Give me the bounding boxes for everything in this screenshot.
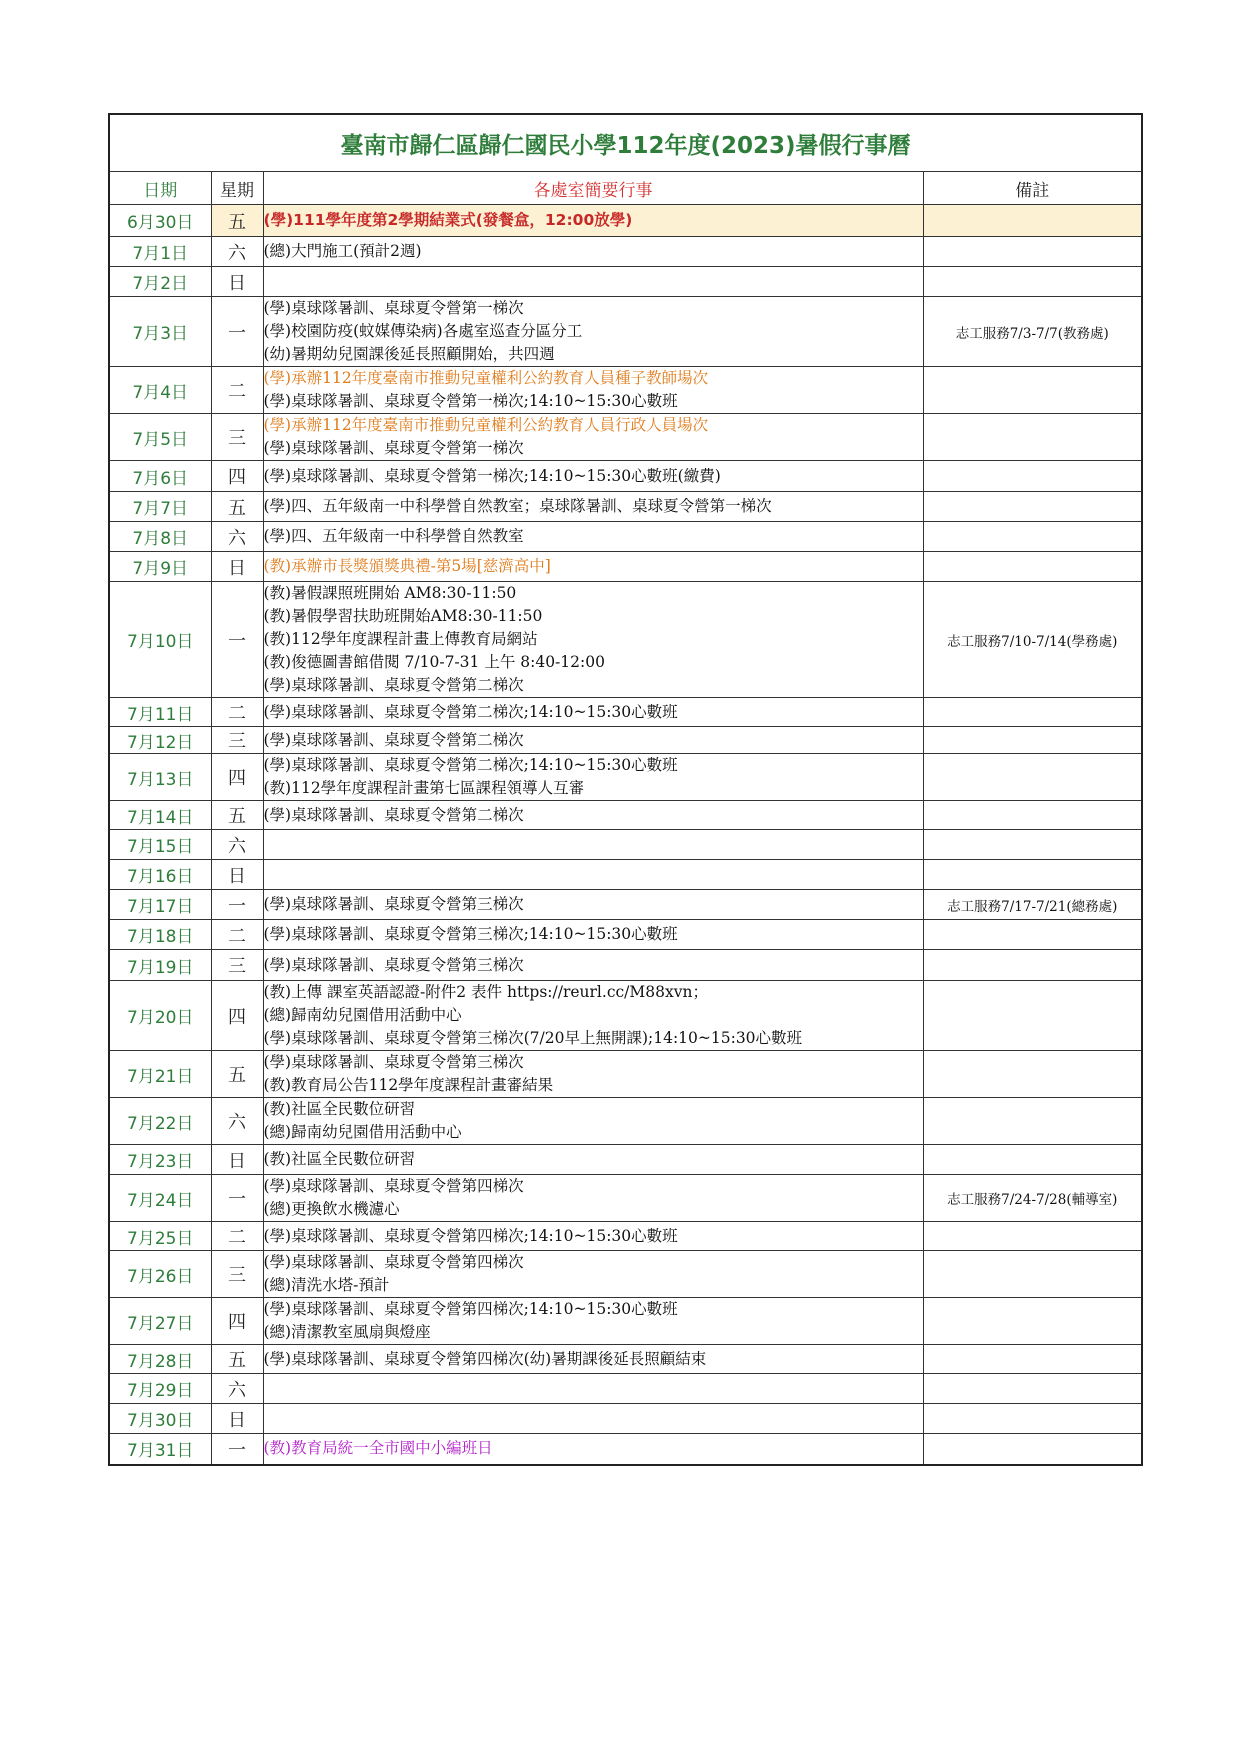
note-cell xyxy=(923,205,1142,237)
table-row xyxy=(109,461,1142,492)
event-line: (教)暑假課照班開始 AM8:30-11:50 xyxy=(263,584,517,602)
date-cell: 7月28日 xyxy=(109,1345,211,1374)
date-cell: 7月24日 xyxy=(109,1175,211,1222)
event-line: (教)112學年度課程計畫上傳教育局網站 xyxy=(263,630,538,648)
weekday-cell: 三 xyxy=(211,950,263,981)
note-cell xyxy=(923,981,1142,1051)
event-line: (學)桌球隊暑訓、桌球夏令營第一梯次;14:10~15:30心數班 xyxy=(263,392,678,410)
date-cell: 7月17日 xyxy=(109,890,211,920)
header-note: 備註 xyxy=(923,172,1142,205)
page-title: 臺南市歸仁區歸仁國民小學112年度(2023)暑假行事曆 xyxy=(109,114,1142,172)
table-row xyxy=(109,1098,1142,1145)
weekday-cell: 二 xyxy=(211,698,263,727)
date-cell: 7月11日 xyxy=(109,698,211,727)
events-cell xyxy=(263,414,923,461)
weekday-cell: 四 xyxy=(211,754,263,801)
note-cell xyxy=(923,1404,1142,1434)
note-cell xyxy=(923,1251,1142,1298)
header-weekday: 星期 xyxy=(211,172,263,205)
event-line: (學)桌球隊暑訓、桌球夏令營第二梯次 xyxy=(263,730,524,749)
table-row xyxy=(109,1404,1142,1434)
table-row xyxy=(109,1145,1142,1175)
note-cell xyxy=(923,920,1142,950)
events-cell xyxy=(263,1404,923,1434)
events-cell xyxy=(263,522,923,552)
events-cell xyxy=(263,461,923,492)
events-cell xyxy=(263,1374,923,1404)
weekday-cell: 一 xyxy=(211,297,263,367)
weekday-cell: 四 xyxy=(211,981,263,1051)
event-line: (學)111學年度第2學期結業式(發餐盒，12:00放學) xyxy=(263,211,633,229)
table-row xyxy=(109,754,1142,801)
event-line: (學)桌球隊暑訓、桌球夏令營第四梯次 xyxy=(263,1177,524,1195)
table-row xyxy=(109,890,1142,920)
date-cell: 7月15日 xyxy=(109,830,211,860)
weekday-cell: 四 xyxy=(211,1298,263,1345)
weekday-cell: 六 xyxy=(211,522,263,552)
note-cell xyxy=(923,522,1142,552)
note-cell xyxy=(923,492,1142,522)
header-events: 各處室簡要行事 xyxy=(263,172,923,205)
event-line: (教)承辦市長獎頒獎典禮-第5場[慈濟高中] xyxy=(263,557,551,575)
date-cell: 7月18日 xyxy=(109,920,211,950)
note-cell: 志工服務7/24-7/28(輔導室) xyxy=(923,1175,1142,1222)
weekday-cell: 日 xyxy=(211,1404,263,1434)
date-cell: 7月2日 xyxy=(109,267,211,297)
events-cell xyxy=(263,205,923,237)
table-row xyxy=(109,830,1142,860)
events-cell xyxy=(263,1434,923,1465)
date-cell: 7月20日 xyxy=(109,981,211,1051)
weekday-cell: 二 xyxy=(211,367,263,414)
events-cell xyxy=(263,552,923,582)
events-cell xyxy=(263,950,923,981)
events-cell xyxy=(263,1051,923,1098)
note-cell xyxy=(923,267,1142,297)
events-cell xyxy=(263,1145,923,1175)
event-line: (學)桌球隊暑訓、桌球夏令營第三梯次 xyxy=(263,895,524,913)
weekday-cell: 日 xyxy=(211,1145,263,1175)
table-row xyxy=(109,801,1142,830)
events-cell xyxy=(263,1098,923,1145)
table-row xyxy=(109,860,1142,890)
date-cell: 7月23日 xyxy=(109,1145,211,1175)
events-cell xyxy=(263,698,923,727)
date-cell: 7月26日 xyxy=(109,1251,211,1298)
note-cell xyxy=(923,1098,1142,1145)
events-cell xyxy=(263,1175,923,1222)
table-row xyxy=(109,1051,1142,1098)
event-line: (教)俊德圖書館借閱 7/10-7-31 上午 8:40-12:00 xyxy=(263,653,605,671)
note-cell xyxy=(923,237,1142,267)
events-cell xyxy=(263,367,923,414)
event-line: (學)桌球隊暑訓、桌球夏令營第三梯次(7/20早上無開課);14:10~15:30心數班 xyxy=(263,1029,803,1047)
date-cell: 7月25日 xyxy=(109,1222,211,1251)
weekday-cell: 五 xyxy=(211,801,263,830)
date-cell: 7月7日 xyxy=(109,492,211,522)
event-line: (學)桌球隊暑訓、桌球夏令營第四梯次;14:10~15:30心數班 xyxy=(263,1226,678,1245)
header-date: 日期 xyxy=(109,172,211,205)
weekday-cell: 一 xyxy=(211,1175,263,1222)
event-line: (學)承辦112年度臺南市推動兒童權利公約教育人員行政人員場次 xyxy=(263,416,709,434)
events-cell xyxy=(263,1251,923,1298)
weekday-cell: 二 xyxy=(211,1222,263,1251)
date-cell: 7月1日 xyxy=(109,237,211,267)
date-cell: 7月12日 xyxy=(109,727,211,754)
table-row xyxy=(109,1251,1142,1298)
events-cell xyxy=(263,1345,923,1374)
note-cell xyxy=(923,367,1142,414)
events-cell xyxy=(263,920,923,950)
weekday-cell: 五 xyxy=(211,1051,263,1098)
date-cell: 7月10日 xyxy=(109,582,211,698)
weekday-cell: 一 xyxy=(211,890,263,920)
note-cell xyxy=(923,461,1142,492)
note-cell xyxy=(923,830,1142,860)
table-row xyxy=(109,1345,1142,1374)
note-cell: 志工服務7/10-7/14(學務處) xyxy=(923,582,1142,698)
note-cell xyxy=(923,754,1142,801)
events-cell xyxy=(263,727,923,754)
note-cell: 志工服務7/17-7/21(總務處) xyxy=(923,890,1142,920)
header-row xyxy=(109,172,1142,205)
date-cell: 7月16日 xyxy=(109,860,211,890)
event-line: (學)桌球隊暑訓、桌球夏令營第一梯次;14:10~15:30心數班(繳費) xyxy=(263,466,721,485)
note-cell xyxy=(923,1298,1142,1345)
weekday-cell: 六 xyxy=(211,237,263,267)
events-cell xyxy=(263,801,923,830)
weekday-cell: 三 xyxy=(211,727,263,754)
event-line: (教)教育局公告112學年度課程計畫審結果 xyxy=(263,1076,554,1094)
weekday-cell: 六 xyxy=(211,1098,263,1145)
date-cell: 7月4日 xyxy=(109,367,211,414)
table-row xyxy=(109,205,1142,237)
date-cell: 7月19日 xyxy=(109,950,211,981)
weekday-cell: 一 xyxy=(211,582,263,698)
note-cell xyxy=(923,860,1142,890)
calendar-table xyxy=(108,113,1143,1466)
date-cell: 7月27日 xyxy=(109,1298,211,1345)
event-line: (教)社區全民數位研習 xyxy=(263,1100,416,1118)
weekday-cell: 四 xyxy=(211,461,263,492)
note-cell: 志工服務7/3-7/7(教務處) xyxy=(923,297,1142,367)
weekday-cell: 五 xyxy=(211,1345,263,1374)
table-row xyxy=(109,367,1142,414)
event-line: (學)桌球隊暑訓、桌球夏令營第四梯次 xyxy=(263,1253,524,1271)
weekday-cell: 日 xyxy=(211,860,263,890)
note-cell xyxy=(923,1345,1142,1374)
event-line: (學)桌球隊暑訓、桌球夏令營第二梯次 xyxy=(263,676,524,694)
event-line: (學)桌球隊暑訓、桌球夏令營第二梯次;14:10~15:30心數班 xyxy=(263,702,678,721)
event-line: (教)暑假學習扶助班開始AM8:30-11:50 xyxy=(263,607,543,625)
events-cell xyxy=(263,237,923,267)
weekday-cell: 二 xyxy=(211,920,263,950)
events-cell xyxy=(263,830,923,860)
date-cell: 7月13日 xyxy=(109,754,211,801)
table-row xyxy=(109,950,1142,981)
event-line: (幼)暑期幼兒園課後延長照顧開始，共四週 xyxy=(263,345,555,363)
event-line: (學)桌球隊暑訓、桌球夏令營第一梯次 xyxy=(263,439,524,457)
date-cell: 7月30日 xyxy=(109,1404,211,1434)
weekday-cell: 一 xyxy=(211,1434,263,1465)
table-row xyxy=(109,522,1142,552)
date-cell: 7月31日 xyxy=(109,1434,211,1465)
date-cell: 7月5日 xyxy=(109,414,211,461)
event-line: (學)四、五年級南一中科學營自然教室 xyxy=(263,527,524,545)
note-cell xyxy=(923,552,1142,582)
note-cell xyxy=(923,1434,1142,1465)
weekday-cell: 五 xyxy=(211,492,263,522)
event-line: (學)校園防疫(蚊媒傳染病)各處室巡查分區分工 xyxy=(263,322,583,340)
note-cell xyxy=(923,698,1142,727)
events-cell xyxy=(263,860,923,890)
event-line: (總)更換飲水機濾心 xyxy=(263,1200,400,1218)
table-row xyxy=(109,1175,1142,1222)
date-cell: 7月6日 xyxy=(109,461,211,492)
weekday-cell: 日 xyxy=(211,552,263,582)
note-cell xyxy=(923,1145,1142,1175)
event-line: (教)上傳 課室英語認證-附件2 表件 https://reurl.cc/M88xvn； xyxy=(263,983,708,1001)
event-line: (總)歸南幼兒園借用活動中心 xyxy=(263,1123,462,1141)
event-line: (學)承辦112年度臺南市推動兒童權利公約教育人員種子教師場次 xyxy=(263,369,709,387)
events-cell xyxy=(263,1222,923,1251)
weekday-cell: 六 xyxy=(211,830,263,860)
event-line: (學)桌球隊暑訓、桌球夏令營第四梯次(幼)暑期課後延長照顧結束 xyxy=(263,1349,707,1368)
table-row xyxy=(109,981,1142,1051)
date-cell: 7月14日 xyxy=(109,801,211,830)
events-cell xyxy=(263,297,923,367)
event-line: (學)桌球隊暑訓、桌球夏令營第三梯次;14:10~15:30心數班 xyxy=(263,925,678,943)
table-row xyxy=(109,1298,1142,1345)
weekday-cell: 日 xyxy=(211,267,263,297)
table-row xyxy=(109,1434,1142,1465)
event-line: (學)桌球隊暑訓、桌球夏令營第二梯次;14:10~15:30心數班 xyxy=(263,756,678,774)
event-line: (學)桌球隊暑訓、桌球夏令營第三梯次 xyxy=(263,955,524,974)
date-cell: 7月29日 xyxy=(109,1374,211,1404)
date-cell: 7月8日 xyxy=(109,522,211,552)
note-cell xyxy=(923,1374,1142,1404)
date-cell: 7月3日 xyxy=(109,297,211,367)
event-line: (學)桌球隊暑訓、桌球夏令營第一梯次 xyxy=(263,299,524,317)
note-cell xyxy=(923,727,1142,754)
event-line: (總)清洗水塔-預計 xyxy=(263,1276,390,1294)
note-cell xyxy=(923,414,1142,461)
table-row xyxy=(109,267,1142,297)
date-cell: 6月30日 xyxy=(109,205,211,237)
note-cell xyxy=(923,801,1142,830)
table-row xyxy=(109,552,1142,582)
events-cell xyxy=(263,754,923,801)
note-cell xyxy=(923,1222,1142,1251)
table-row xyxy=(109,698,1142,727)
event-line: (總)歸南幼兒園借用活動中心 xyxy=(263,1006,462,1024)
weekday-cell: 五 xyxy=(211,205,263,237)
event-line: (學)四、五年級南一中科學營自然教室；桌球隊暑訓、桌球夏令營第一梯次 xyxy=(263,497,772,515)
table-row xyxy=(109,492,1142,522)
event-line: (學)桌球隊暑訓、桌球夏令營第二梯次 xyxy=(263,805,524,824)
table-row xyxy=(109,297,1142,367)
title-row xyxy=(109,114,1142,172)
date-cell: 7月22日 xyxy=(109,1098,211,1145)
event-line: (教)教育局統一全市國中小編班日 xyxy=(263,1439,493,1458)
event-line: (總)大門施工(預計2週) xyxy=(263,242,422,260)
table-row xyxy=(109,920,1142,950)
event-line: (總)清潔教室風扇與燈座 xyxy=(263,1323,431,1341)
table-row xyxy=(109,582,1142,698)
events-cell xyxy=(263,267,923,297)
events-cell xyxy=(263,890,923,920)
event-line: (教)社區全民數位研習 xyxy=(263,1150,416,1168)
weekday-cell: 三 xyxy=(211,414,263,461)
event-line: (教)112學年度課程計畫第七區課程領導人互審 xyxy=(263,779,585,797)
events-cell xyxy=(263,981,923,1051)
event-line: (學)桌球隊暑訓、桌球夏令營第四梯次;14:10~15:30心數班 xyxy=(263,1300,678,1318)
table-row xyxy=(109,727,1142,754)
date-cell: 7月9日 xyxy=(109,552,211,582)
table-row xyxy=(109,414,1142,461)
weekday-cell: 三 xyxy=(211,1251,263,1298)
events-cell xyxy=(263,1298,923,1345)
weekday-cell: 六 xyxy=(211,1374,263,1404)
table-row xyxy=(109,1222,1142,1251)
table-row xyxy=(109,1374,1142,1404)
events-cell xyxy=(263,582,923,698)
table-row xyxy=(109,237,1142,267)
date-cell: 7月21日 xyxy=(109,1051,211,1098)
note-cell xyxy=(923,1051,1142,1098)
event-line: (學)桌球隊暑訓、桌球夏令營第三梯次 xyxy=(263,1053,524,1071)
events-cell xyxy=(263,492,923,522)
note-cell xyxy=(923,950,1142,981)
